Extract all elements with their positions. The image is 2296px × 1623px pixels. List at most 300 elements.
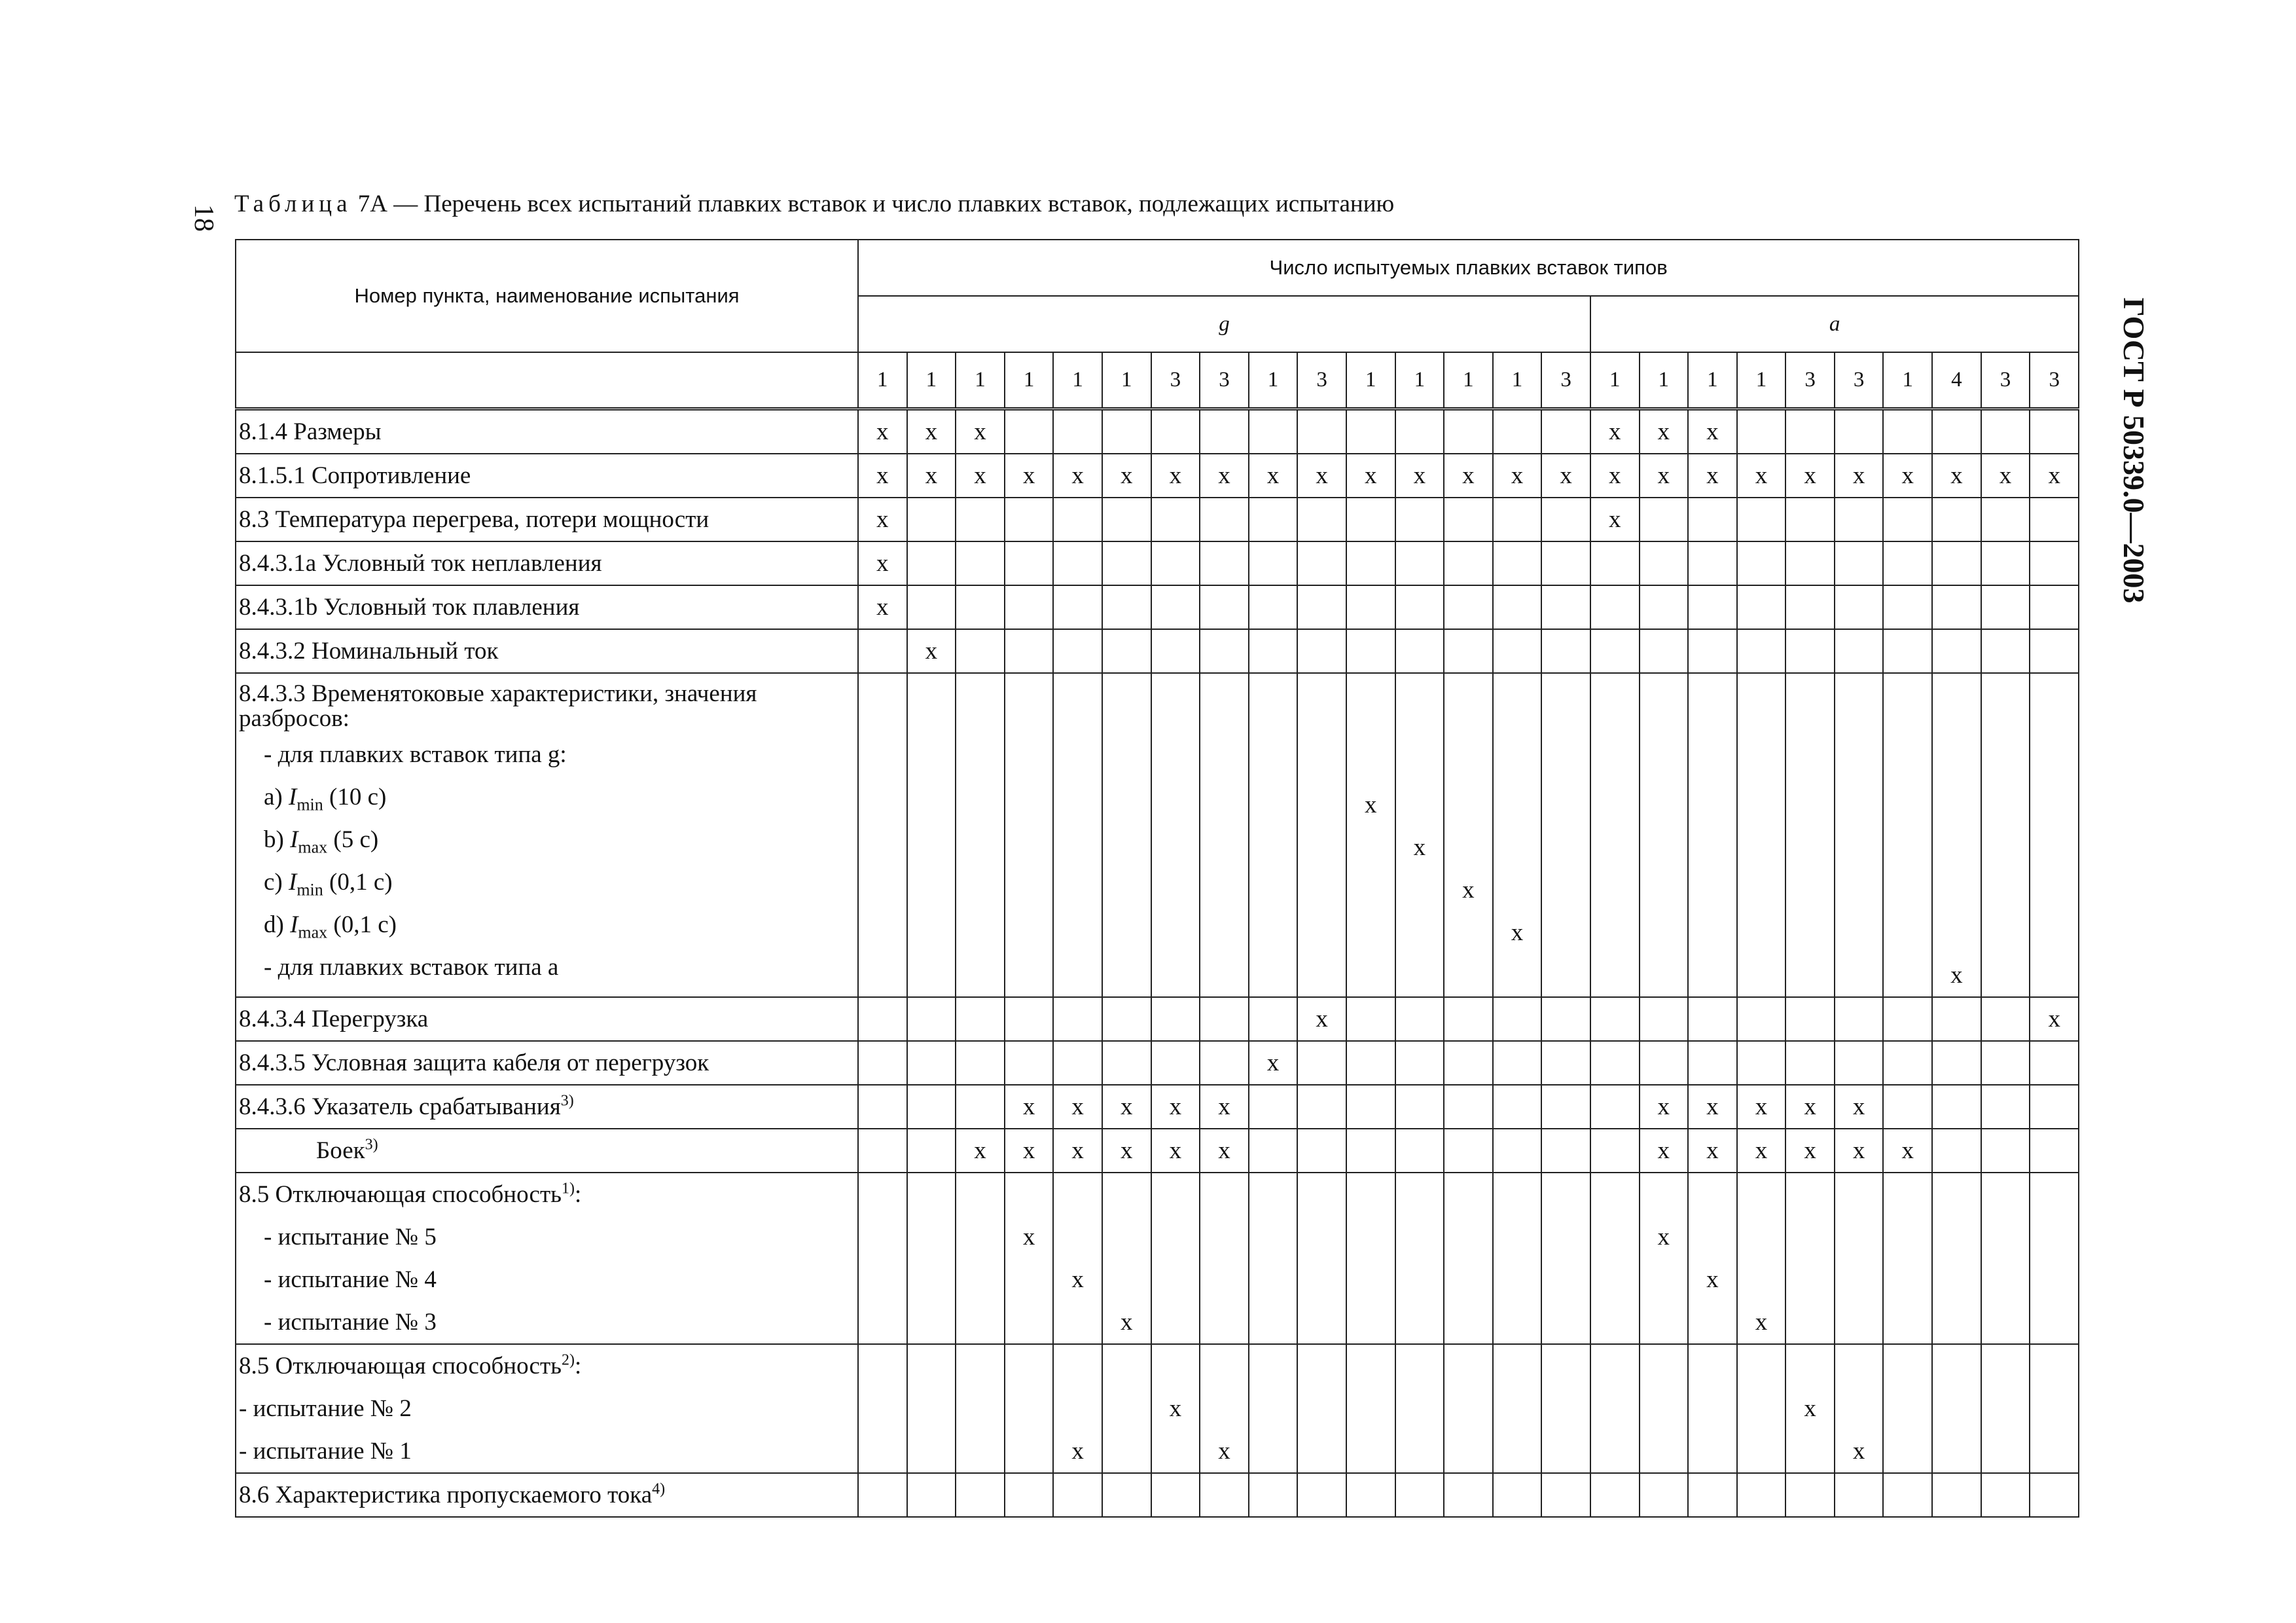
mark-cell: [2030, 1473, 2079, 1517]
test-mark: x: [1804, 1395, 1816, 1422]
empty-slot: [1494, 1430, 1541, 1472]
empty-slot: [1884, 1173, 1931, 1216]
mark-cell: [1640, 997, 1689, 1041]
empty-slot: [1982, 586, 2030, 629]
mark-cell: [1102, 997, 1151, 1041]
mark-cell: [1151, 1129, 1200, 1173]
test-name-cell: [236, 1473, 858, 1517]
line-prefix: b): [264, 826, 291, 853]
count-header-cell: 1: [1102, 352, 1151, 409]
empty-slot: [1444, 826, 1492, 869]
mark-cell: [858, 673, 907, 997]
empty-slot: [1689, 1042, 1736, 1084]
mark-cell: [1297, 1041, 1346, 1085]
empty-slot: [1933, 1042, 1981, 1084]
empty-slot: [859, 630, 906, 672]
empty-slot: [1200, 1345, 1248, 1387]
empty-slot: [1152, 586, 1200, 629]
mark-cell: [858, 409, 907, 454]
test-mark: x: [1462, 462, 1475, 489]
line-text: - испытание № 3: [264, 1308, 437, 1336]
mark-cell: [1249, 585, 1298, 629]
mark-cell: [1688, 1473, 1737, 1517]
mark-cell: [1395, 673, 1444, 997]
mark-cell: [1493, 1344, 1542, 1473]
test-name-line: [239, 1173, 855, 1216]
empty-slot: [908, 869, 956, 911]
empty-slot: [1982, 741, 2030, 784]
mark-cell: [1932, 498, 1981, 541]
mark-cell: [1200, 409, 1249, 454]
mark-cell: [1346, 629, 1395, 673]
mark-cell: [956, 585, 1005, 629]
mark-cell: [1395, 1129, 1444, 1173]
empty-slot: [1835, 784, 1883, 826]
empty-slot: [1640, 1042, 1688, 1084]
empty-slot: [1396, 954, 1444, 996]
mark-cell: [1053, 541, 1102, 585]
empty-slot: [1054, 498, 1102, 541]
empty-slot: [1591, 998, 1639, 1040]
empty-slot: [1884, 1387, 1931, 1430]
empty-slot: [1103, 410, 1151, 453]
empty-slot: [1249, 542, 1297, 585]
empty-slot: [859, 1387, 906, 1430]
test-mark: x: [1608, 462, 1621, 489]
count-header-cell: 1: [907, 352, 956, 409]
mark-cell: [1151, 1085, 1200, 1129]
test-mark: x: [925, 637, 938, 665]
test-mark: x: [1071, 1093, 1084, 1120]
mark-cell: [1053, 997, 1102, 1041]
empty-slot: [1103, 1430, 1151, 1472]
mark-cell: [1493, 673, 1542, 997]
empty-slot: [1542, 1301, 1590, 1343]
tests-table: [235, 239, 2079, 1518]
empty-slot: [1396, 1129, 1444, 1172]
empty-slot: [1542, 826, 1590, 869]
empty-slot: [1347, 674, 1395, 741]
mark-cell: [1444, 454, 1493, 498]
mark-cell: [956, 997, 1005, 1041]
mark-cell: [956, 1473, 1005, 1517]
empty-slot: [1738, 1430, 1785, 1472]
mark-cell: [1053, 1173, 1102, 1344]
empty-slot: [1298, 1387, 1346, 1430]
mark-cell: [1932, 997, 1981, 1041]
mark-cell: [1835, 997, 1884, 1041]
mark-cell: [1151, 1344, 1200, 1473]
empty-slot: [1444, 1387, 1492, 1430]
test-mark: x: [876, 462, 889, 489]
mark-cell: [1590, 409, 1640, 454]
empty-slot: [1152, 954, 1200, 996]
line-suffix: (5 с): [327, 826, 379, 853]
empty-slot: [1298, 1345, 1346, 1387]
mark-cell: [858, 1173, 907, 1344]
empty-slot: [1298, 911, 1346, 954]
empty-slot: [908, 1430, 956, 1472]
mark-cell: [2030, 629, 2079, 673]
mark-cell: [1005, 1344, 1054, 1473]
count-header-cell: 1: [1395, 352, 1444, 409]
footnote-ref: 2): [562, 1351, 575, 1369]
mark-cell: [1981, 1129, 2030, 1173]
mark-cell: [1346, 1129, 1395, 1173]
empty-slot: [1494, 1345, 1541, 1387]
mark-cell: [1102, 541, 1151, 585]
empty-slot: [1152, 911, 1200, 954]
empty-slot: [1689, 498, 1736, 541]
empty-slot: [1249, 410, 1297, 453]
empty-slot: [859, 998, 906, 1040]
empty-slot: [1738, 674, 1785, 741]
test-name-line: [239, 1042, 855, 1084]
test-mark: x: [1804, 1093, 1816, 1120]
empty-slot: [1298, 784, 1346, 826]
empty-slot: [1494, 1258, 1541, 1301]
empty-slot: [2030, 911, 2078, 954]
test-mark: x: [1316, 462, 1328, 489]
empty-slot: [1494, 741, 1541, 784]
empty-slot: [1591, 674, 1639, 741]
empty-slot: [1005, 1301, 1053, 1343]
test-mark: x: [1950, 961, 1963, 989]
test-mark: x: [1218, 1137, 1230, 1164]
empty-slot: [1200, 1301, 1248, 1343]
empty-slot: [1298, 826, 1346, 869]
test-mark: x: [2048, 462, 2060, 489]
empty-slot: [1200, 1042, 1248, 1084]
empty-slot: [1005, 1173, 1053, 1216]
empty-slot: [1689, 1387, 1736, 1430]
mark-cell: [1883, 498, 1932, 541]
mark-cell: [1932, 409, 1981, 454]
empty-slot: [1640, 1258, 1688, 1301]
empty-slot: [1640, 1387, 1688, 1430]
test-mark: x: [1657, 418, 1670, 445]
empty-slot: [1347, 498, 1395, 541]
empty-slot: [1347, 741, 1395, 784]
empty-slot: [1835, 1474, 1883, 1516]
empty-slot: [1933, 911, 1981, 954]
mark-cell: [858, 1085, 907, 1129]
empty-slot: [1396, 1345, 1444, 1387]
test-name-cell: [236, 1129, 858, 1173]
empty-slot: [1347, 630, 1395, 672]
test-mark: x: [1706, 462, 1719, 489]
footnote-ref: 3): [365, 1136, 378, 1154]
test-mark: x: [1657, 1223, 1670, 1250]
empty-slot: [1738, 1345, 1785, 1387]
subgroup-header-a: a: [1590, 296, 2079, 352]
mark-cell: [1249, 454, 1298, 498]
empty-slot: [908, 826, 956, 869]
mark-cell: [1395, 1473, 1444, 1517]
mark-cell: [1932, 1129, 1981, 1173]
empty-slot: [1396, 1387, 1444, 1430]
empty-slot: [1298, 674, 1346, 741]
mark-cell: [1346, 409, 1395, 454]
empty-slot: [1005, 998, 1053, 1040]
empty-slot: [1982, 674, 2030, 741]
empty-slot: [956, 954, 1004, 996]
empty-slot: [1689, 542, 1736, 585]
mark-cell: [1493, 585, 1542, 629]
empty-slot: [1884, 630, 1931, 672]
empty-slot: [1298, 869, 1346, 911]
empty-slot: [908, 542, 956, 585]
empty-slot: [1152, 674, 1200, 741]
empty-slot: [1347, 911, 1395, 954]
empty-slot: [1542, 1258, 1590, 1301]
empty-slot: [1103, 1258, 1151, 1301]
empty-slot: [1591, 1085, 1639, 1128]
mark-cell: [1053, 454, 1102, 498]
mark-cell: [858, 997, 907, 1041]
test-mark: x: [1071, 1266, 1084, 1293]
empty-slot: [1103, 1387, 1151, 1430]
empty-slot: [1347, 1042, 1395, 1084]
empty-slot: [1786, 1345, 1834, 1387]
mark-cell: [1688, 585, 1737, 629]
empty-slot: [1640, 630, 1688, 672]
empty-slot: [1347, 542, 1395, 585]
mark-cell: [1151, 1473, 1200, 1517]
empty-slot: [1640, 911, 1688, 954]
mark-cell: [1785, 1129, 1835, 1173]
empty-slot: [1200, 869, 1248, 911]
mark-cell: [1883, 1473, 1932, 1517]
empty-slot: [956, 1042, 1004, 1084]
mark-cell: [1737, 629, 1786, 673]
group-header: Число испытуемых плавких вставок типов: [858, 240, 2079, 296]
empty-slot: [1494, 869, 1541, 911]
empty-slot: [1738, 1216, 1785, 1258]
empty-slot: [1054, 1387, 1102, 1430]
mark-cell: [1151, 673, 1200, 997]
test-mark: x: [1608, 505, 1621, 533]
empty-slot: [1054, 410, 1102, 453]
empty-slot: [859, 1345, 906, 1387]
empty-slot: [956, 1258, 1004, 1301]
test-mark: x: [1266, 462, 1280, 489]
mark-cell: [858, 1129, 907, 1173]
empty-slot: [2030, 586, 2078, 629]
mark-cell: [1883, 541, 1932, 585]
mark-cell: [1249, 1041, 1298, 1085]
empty-slot: [1982, 1430, 2030, 1472]
mark-cell: [1493, 409, 1542, 454]
empty-slot: [1591, 1345, 1639, 1387]
mark-cell: [1541, 1173, 1590, 1344]
mark-cell: [956, 1041, 1005, 1085]
mark-cell: [1981, 409, 2030, 454]
empty-slot: [956, 542, 1004, 585]
table-row: [236, 1129, 2079, 1173]
mark-cell: [1785, 1344, 1835, 1473]
empty-slot: [1591, 1042, 1639, 1084]
empty-slot: [1933, 1345, 1981, 1387]
empty-slot: [1835, 954, 1883, 996]
mark-cell: [1151, 541, 1200, 585]
mark-cell: [1249, 409, 1298, 454]
mark-cell: [1932, 1041, 1981, 1085]
count-header-cell: 1: [1493, 352, 1542, 409]
test-name-line: [239, 903, 855, 946]
mark-cell: [1053, 409, 1102, 454]
empty-slot: [2030, 410, 2078, 453]
mark-cell: [1200, 454, 1249, 498]
empty-slot: [1494, 998, 1541, 1040]
mark-cell: [1590, 673, 1640, 997]
test-mark: x: [1022, 1223, 1035, 1250]
mark-cell: [1737, 1344, 1786, 1473]
empty-slot: [1591, 1258, 1639, 1301]
mark-cell: [1297, 585, 1346, 629]
empty-slot: [1444, 1301, 1492, 1343]
mark-cell: [2030, 1344, 2079, 1473]
line-text: - испытание № 2: [239, 1395, 412, 1422]
empty-slot: [1298, 1474, 1346, 1516]
test-mark: x: [1706, 1137, 1719, 1164]
caption-text: 7А — Перечень всех испытаний плавких вставок и число плавких вставок, подлежащих испытанию: [357, 191, 1395, 217]
empty-slot: [1249, 586, 1297, 629]
empty-slot: [1591, 630, 1639, 672]
line-suffix: :: [575, 1352, 582, 1379]
empty-slot: [1396, 542, 1444, 585]
mark-cell: [956, 1085, 1005, 1129]
empty-slot: [908, 674, 956, 741]
empty-slot: [1249, 1173, 1297, 1216]
empty-slot: [1054, 1474, 1102, 1516]
empty-slot: [1640, 998, 1688, 1040]
empty-slot: [908, 998, 956, 1040]
mark-cell: [1981, 1085, 2030, 1129]
mark-cell: [1590, 1085, 1640, 1129]
first-column-header: Номер пункта, наименование испытания: [236, 240, 858, 352]
mark-cell: [1102, 409, 1151, 454]
empty-slot: [1835, 410, 1883, 453]
mark-cell: [1981, 585, 2030, 629]
mark-cell: [1981, 1344, 2030, 1473]
empty-slot: [859, 1301, 906, 1343]
empty-slot: [1933, 1301, 1981, 1343]
mark-cell: [1200, 1173, 1249, 1344]
mark-cell: [1541, 1473, 1590, 1517]
mark-cell: [956, 1344, 1005, 1473]
empty-slot: [1884, 1258, 1931, 1301]
empty-slot: [1884, 410, 1931, 453]
empty-slot: [1444, 1129, 1492, 1172]
empty-slot: [2030, 1301, 2078, 1343]
count-header-cell: 3: [1981, 352, 2030, 409]
empty-slot: [1152, 498, 1200, 541]
mark-cell: [1102, 498, 1151, 541]
test-mark: x: [1022, 1093, 1035, 1120]
mark-cell: [1590, 585, 1640, 629]
empty-slot: [1054, 784, 1102, 826]
empty-slot: [1835, 911, 1883, 954]
line-text: 8.1.5.1 Сопротивление: [239, 462, 471, 489]
empty-slot: [1444, 998, 1492, 1040]
empty-slot: [956, 630, 1004, 672]
mark-cell: [1493, 454, 1542, 498]
empty-slot: [2030, 741, 2078, 784]
empty-slot: [1054, 674, 1102, 741]
empty-slot: [1298, 410, 1346, 453]
empty-slot: [1396, 1085, 1444, 1128]
mark-cell: [1005, 1129, 1054, 1173]
empty-slot: [1591, 741, 1639, 784]
empty-slot: [1444, 1216, 1492, 1258]
empty-slot: [908, 954, 956, 996]
mark-cell: [1835, 1173, 1884, 1344]
test-mark: x: [876, 418, 889, 445]
mark-cell: [1249, 541, 1298, 585]
empty-slot: [1591, 1430, 1639, 1472]
mark-cell: [907, 997, 956, 1041]
mark-cell: [1005, 585, 1054, 629]
empty-slot: [1103, 630, 1151, 672]
mark-cell: [1151, 629, 1200, 673]
mark-cell: [1688, 673, 1737, 997]
mark-cell: [1785, 498, 1835, 541]
empty-slot: [1786, 586, 1834, 629]
empty-slot: [1396, 869, 1444, 911]
mark-cell: [1640, 1473, 1689, 1517]
test-name-cell: [236, 454, 858, 498]
empty-slot: [859, 674, 906, 741]
empty-slot: [1542, 1345, 1590, 1387]
line-suffix: (0,1 с): [323, 868, 393, 896]
mark-cell: [1835, 585, 1884, 629]
mark-cell: [1102, 1173, 1151, 1344]
empty-slot: [2030, 1430, 2078, 1472]
empty-slot: [1103, 998, 1151, 1040]
empty-slot: [1542, 954, 1590, 996]
test-name-line: [239, 630, 855, 672]
mark-cell: [2030, 409, 2079, 454]
empty-slot: [956, 498, 1004, 541]
mark-cell: [1785, 997, 1835, 1041]
empty-slot: [1200, 674, 1248, 741]
mark-cell: [1249, 1129, 1298, 1173]
empty-slot: [1444, 1474, 1492, 1516]
line-text: 8.3 Температура перегрева, потери мощности: [239, 505, 709, 533]
empty-slot: [1249, 630, 1297, 672]
empty-slot: [1005, 586, 1053, 629]
test-name-cell: [236, 673, 858, 997]
empty-slot: [1884, 1474, 1931, 1516]
empty-slot: [1835, 630, 1883, 672]
empty-slot: [1396, 1258, 1444, 1301]
mark-cell: [1981, 1173, 2030, 1344]
empty-slot: [2030, 1474, 2078, 1516]
empty-slot: [1933, 1216, 1981, 1258]
mark-cell: [1297, 1173, 1346, 1344]
empty-slot: [1640, 498, 1688, 541]
mark-cell: [1590, 997, 1640, 1041]
empty-slot: [1738, 826, 1785, 869]
empty-slot: [1738, 586, 1785, 629]
empty-slot: [1298, 1129, 1346, 1172]
empty-slot: [1884, 1301, 1931, 1343]
line-text: 8.4.3.2 Номинальный ток: [239, 637, 499, 665]
empty-slot: [859, 1085, 906, 1128]
empty-slot: [1103, 586, 1151, 629]
mark-cell: [1590, 1041, 1640, 1085]
